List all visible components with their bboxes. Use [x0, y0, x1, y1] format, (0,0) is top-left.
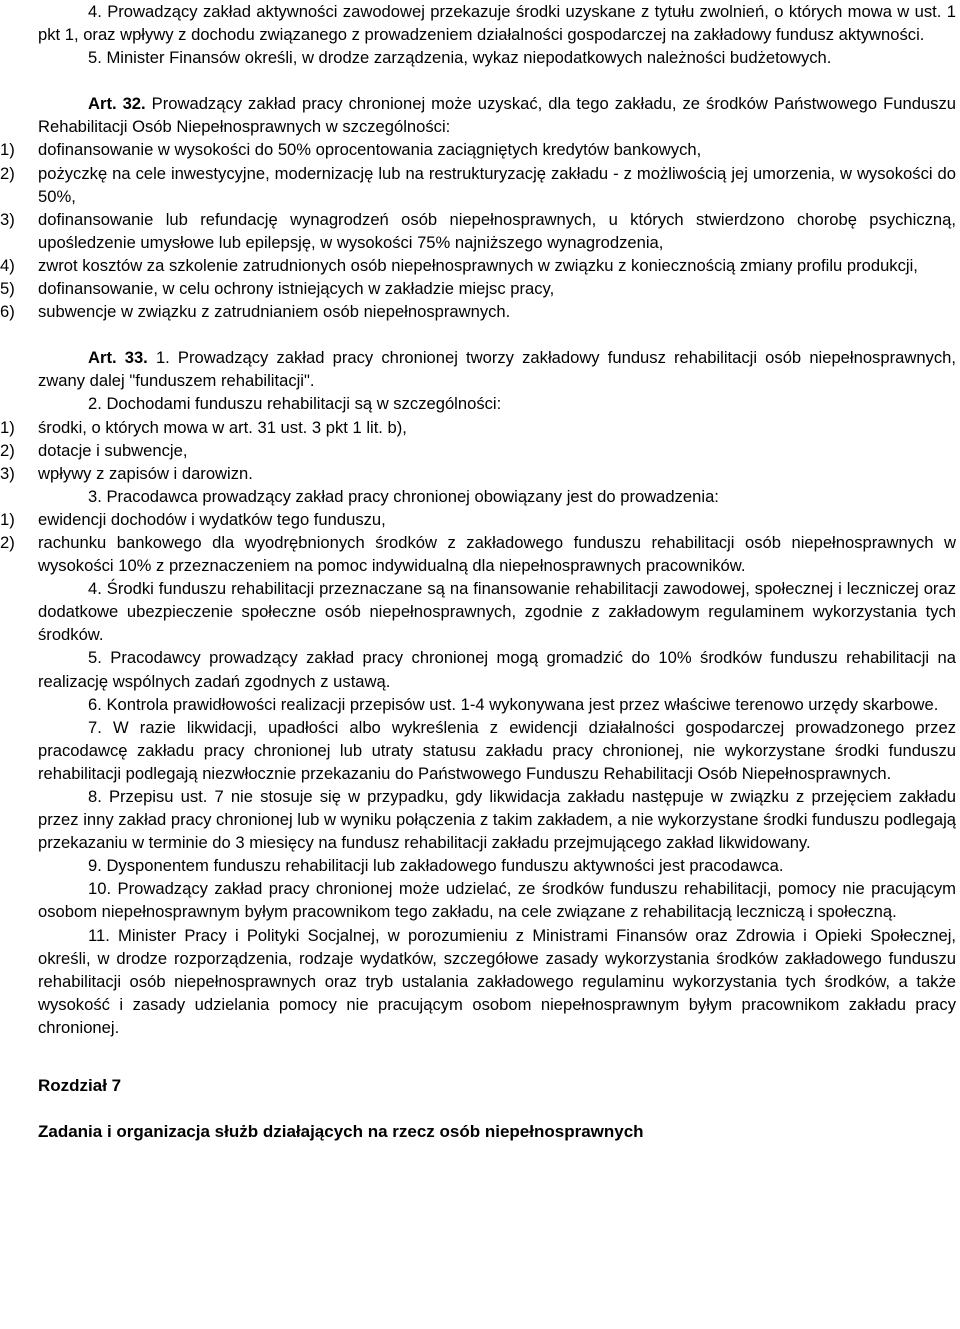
article-33-label: Art. 33. [88, 348, 148, 368]
list-item: 1) ewidencji dochodów i wydatków tego funduszu, [0, 509, 386, 529]
article-33-paragraph-3: 3. Pracodawca prowadzący zakład pracy chronionej obowiązany jest do prowadzenia: [88, 486, 719, 506]
list-item: 1) środki, o których mowa w art. 31 ust. 3 pkt 1 lit. b), [0, 417, 407, 437]
article-33-list-2 [0, 416, 956, 485]
list-item: 2) dotacje i subwencje, [0, 440, 188, 460]
article-33-paragraph-1: Art. 33. 1. Prowadzący zakład pracy chronionej tworzy zakładowy fundusz rehabilitacji osób niepełnosprawnych, zwany dalej "funduszem rehabilitacji". [38, 348, 956, 391]
article-33-paragraph-2: 2. Dochodami funduszu rehabilitacji są w szczególności: [88, 394, 502, 414]
article-33-paragraph-5: 5. Pracodawcy prowadzący zakład pracy chronionej mogą gromadzić do 10% środków funduszu rehabilitacji na realizację wspólnych zadań zgodnych z ustawą. [38, 648, 956, 691]
chapter-title: Zadania i organizacja służb działających na rzecz osób niepełnosprawnych [38, 1122, 644, 1142]
article-33-paragraph-10: 10. Prowadzący zakład pracy chronionej może udzielać, ze środków funduszu rehabilitacji, pomocy nie pracującym osobom niepełnosprawnym byłym pracownikom tego zakładu, na cele związane z rehabilitacją leczniczą i społeczną. [38, 879, 956, 922]
list-item: 4) zwrot kosztów za szkolenie zatrudnionych osób niepełnosprawnych w związku z koniecznością zmiany profilu produkcji, [0, 255, 918, 275]
list-item: 2) pożyczkę na cele inwestycyjne, modernizację lub na restrukturyzację zakładu - z możliwością jej umorzenia, w wysokości do 50%, [0, 163, 956, 206]
article-33-paragraph-11: 11. Minister Pracy i Polityki Socjalnej, w porozumieniu z Ministrami Finansów oraz Zdrowia i Opieki Społecznej, określi, w drodze rozporządzenia, rodzaje wydatków, szczegółowe zasady wykorzystania środków zakładowego funduszu rehabilitacji osób niepełnosprawnych oraz tryb ustalania zakładowego regulaminu wykorzystania tych środków, a także wysokość i zasady udzielania pomocy nie pracującym osobom niepełnosprawnym byłym pracownikom zakładu pracy chronionej. [38, 925, 956, 1037]
article-32-list [0, 138, 956, 323]
article-32-label: Art. 32. [88, 94, 146, 114]
list-item: 5) dofinansowanie, w celu ochrony istniejących w zakładzie miejsc pracy, [0, 279, 555, 299]
list-item: 2) rachunku bankowego dla wyodrębnionych środków z zakładowego funduszu rehabilitacji osób niepełnosprawnych w wysokości 10% z przeznaczeniem na pomoc indywidualną dla niepełnosprawnych pracowników. [0, 532, 956, 576]
article-33-paragraph-7: 7. W razie likwidacji, upadłości albo wykreślenia z ewidencji działalności gospodarczej prowadzonego przez pracodawcę zakładu pracy chronionej lub utraty statusu zakładu pracy chronionej, nie wykorzystane środki funduszu rehabilitacji podlegają niezwłocznie przekazaniu do Państwowego Funduszu Rehabilitacji Osób Niepełnosprawnych. [38, 717, 956, 783]
paragraph-intro-4: 4. Prowadzący zakład aktywności zawodowej przekazuje środki uzyskane z tytułu zwolnień, o których mowa w ust. 1 pkt 1, oraz wpływy z dochodu związanego z prowadzeniem działalności gospodarczej na zakładowy fundusz aktywności. [38, 2, 956, 45]
article-33-list-3 [0, 508, 956, 577]
paragraph-intro-5: 5. Minister Finansów określi, w drodze zarządzenia, wykaz niepodatkowych należności budżetowych. [88, 48, 832, 68]
article-33-paragraph-6: 6. Kontrola prawidłowości realizacji przepisów ust. 1-4 wykonywana jest przez właściwe terenowo urzędy skarbowe. [88, 694, 939, 714]
article-32-text: Prowadzący zakład pracy chronionej może uzyskać, dla tego zakładu, ze środków Państwowego Funduszu Rehabilitacji Osób Niepełnosprawnych w szczególności: [38, 94, 956, 137]
list-item: 3) wpływy z zapisów i darowizn. [0, 463, 253, 483]
article-33-paragraph-4: 4. Środki funduszu rehabilitacji przeznaczane są na finansowanie rehabilitacji zawodowej, społecznej i leczniczej oraz dodatkowe ubezpieczenie społeczne osób niepełnosprawnych, zgodnie z zakładowym regulaminem wykorzystania tych środków. [38, 579, 956, 645]
list-item: 1) dofinansowanie w wysokości do 50% oprocentowania zaciągniętych kredytów bankowych, [0, 140, 702, 160]
chapter-label: Rozdział 7 [38, 1076, 122, 1096]
article-32-intro [38, 92, 956, 138]
list-item: 3) dofinansowanie lub refundację wynagrodzeń osób niepełnosprawnych, u których stwierdzono chorobę psychiczną, upośledzenie umysłowe lub epilepsję, w wysokości 75% najniższego wynagrodzenia, [0, 209, 956, 252]
article-33-paragraph-8: 8. Przepisu ust. 7 nie stosuje się w przypadku, gdy likwidacja zakładu następuje w związku z przejęciem zakładu przez inny zakład pracy chronionej lub w wyniku połączenia z takim zakładem, a nie wykorzystane środki funduszu podlegają przekazaniu w terminie do 3 miesięcy na fundusz rehabilitacji zakładu przejmującego zakład likwidowany. [38, 787, 956, 853]
list-item: 6) subwencje w związku z zatrudnianiem osób niepełnosprawnych. [0, 302, 511, 322]
article-33-paragraph-9: 9. Dysponentem funduszu rehabilitacji lub zakładowego funduszu aktywności jest pracodawca. [88, 856, 784, 876]
